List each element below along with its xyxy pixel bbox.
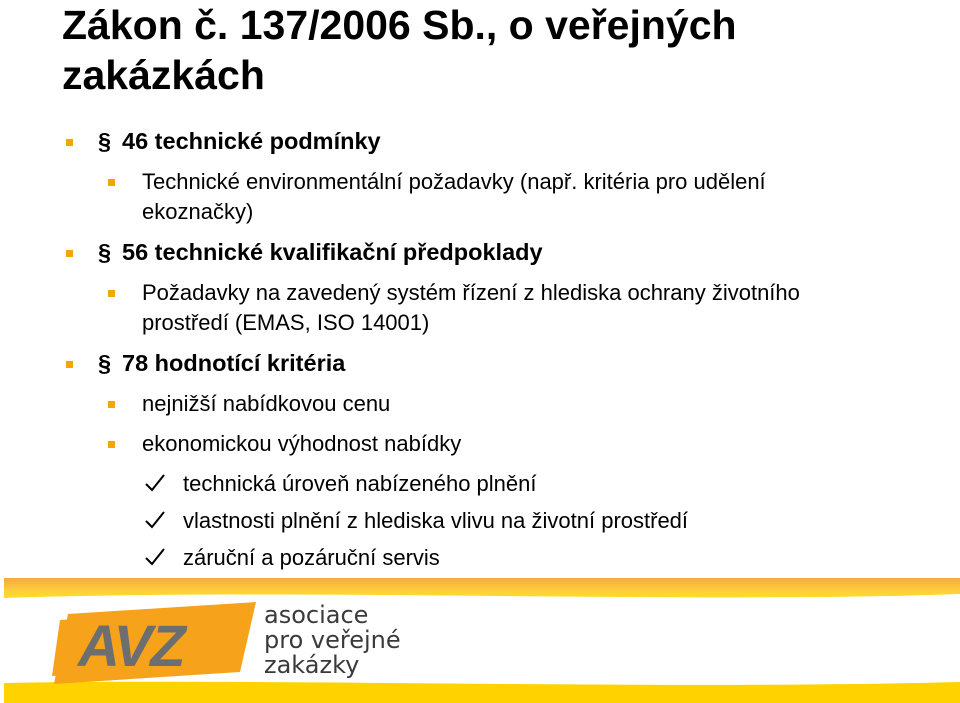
level1-text: 46 technické podmínky [122, 128, 381, 154]
level3-text: technická úroveň nabízeného plnění [183, 471, 537, 496]
square-bullet-icon [66, 361, 73, 368]
level2-text: Technické environmentální požadavky (např. kritéria pro udělení ekoznačky) [142, 169, 766, 224]
level2-bullet [0, 389, 842, 419]
square-bullet-icon [108, 290, 115, 297]
level2-text: nejnižší nabídkovou cenu [142, 391, 391, 416]
square-bullet-icon [66, 250, 73, 257]
level3-bullet [0, 469, 903, 499]
avz-logo [50, 600, 256, 686]
logo-text: AVZ [78, 614, 184, 679]
section-sign: § [98, 239, 112, 265]
level3-text: záruční a pozáruční servis [183, 545, 440, 570]
association-line: asociace [264, 601, 369, 629]
level2-bullet [0, 429, 842, 459]
level3-bullet [0, 506, 903, 536]
square-bullet-icon [108, 401, 115, 408]
checkmark-icon [144, 509, 166, 531]
checkmark-icon [144, 472, 166, 494]
level2-text: Požadavky na zavedený systém řízení z hlediska ochrany životního prostředí (EMAS, ISO 14001) [142, 280, 800, 335]
level2-bullet [0, 278, 842, 338]
section-sign: § [98, 350, 112, 376]
level1-bullet [0, 126, 922, 156]
square-bullet-icon [108, 441, 115, 448]
association-line: zakázky [264, 651, 360, 679]
association-line: pro veřejné [264, 626, 401, 654]
square-bullet-icon [108, 179, 115, 186]
checkmark-icon [144, 546, 166, 568]
slide-title: Zákon č. 137/2006 Sb., o veřejných zakázkách [62, 2, 737, 98]
level1-text: 56 technické kvalifikační předpoklady [122, 239, 543, 265]
level1-text: 78 hodnotící kritéria [122, 350, 346, 376]
square-bullet-icon [66, 139, 73, 146]
level3-bullet [0, 543, 903, 573]
bullet-list [0, 126, 960, 580]
level1-bullet [0, 237, 922, 267]
section-sign: § [98, 128, 112, 154]
level2-text: ekonomickou výhodnost nabídky [142, 431, 462, 456]
level2-bullet [0, 167, 842, 227]
level3-text: vlastnosti plnění z hlediska vlivu na životní prostředí [183, 508, 689, 533]
association-name [264, 603, 524, 678]
level1-bullet [0, 348, 922, 378]
